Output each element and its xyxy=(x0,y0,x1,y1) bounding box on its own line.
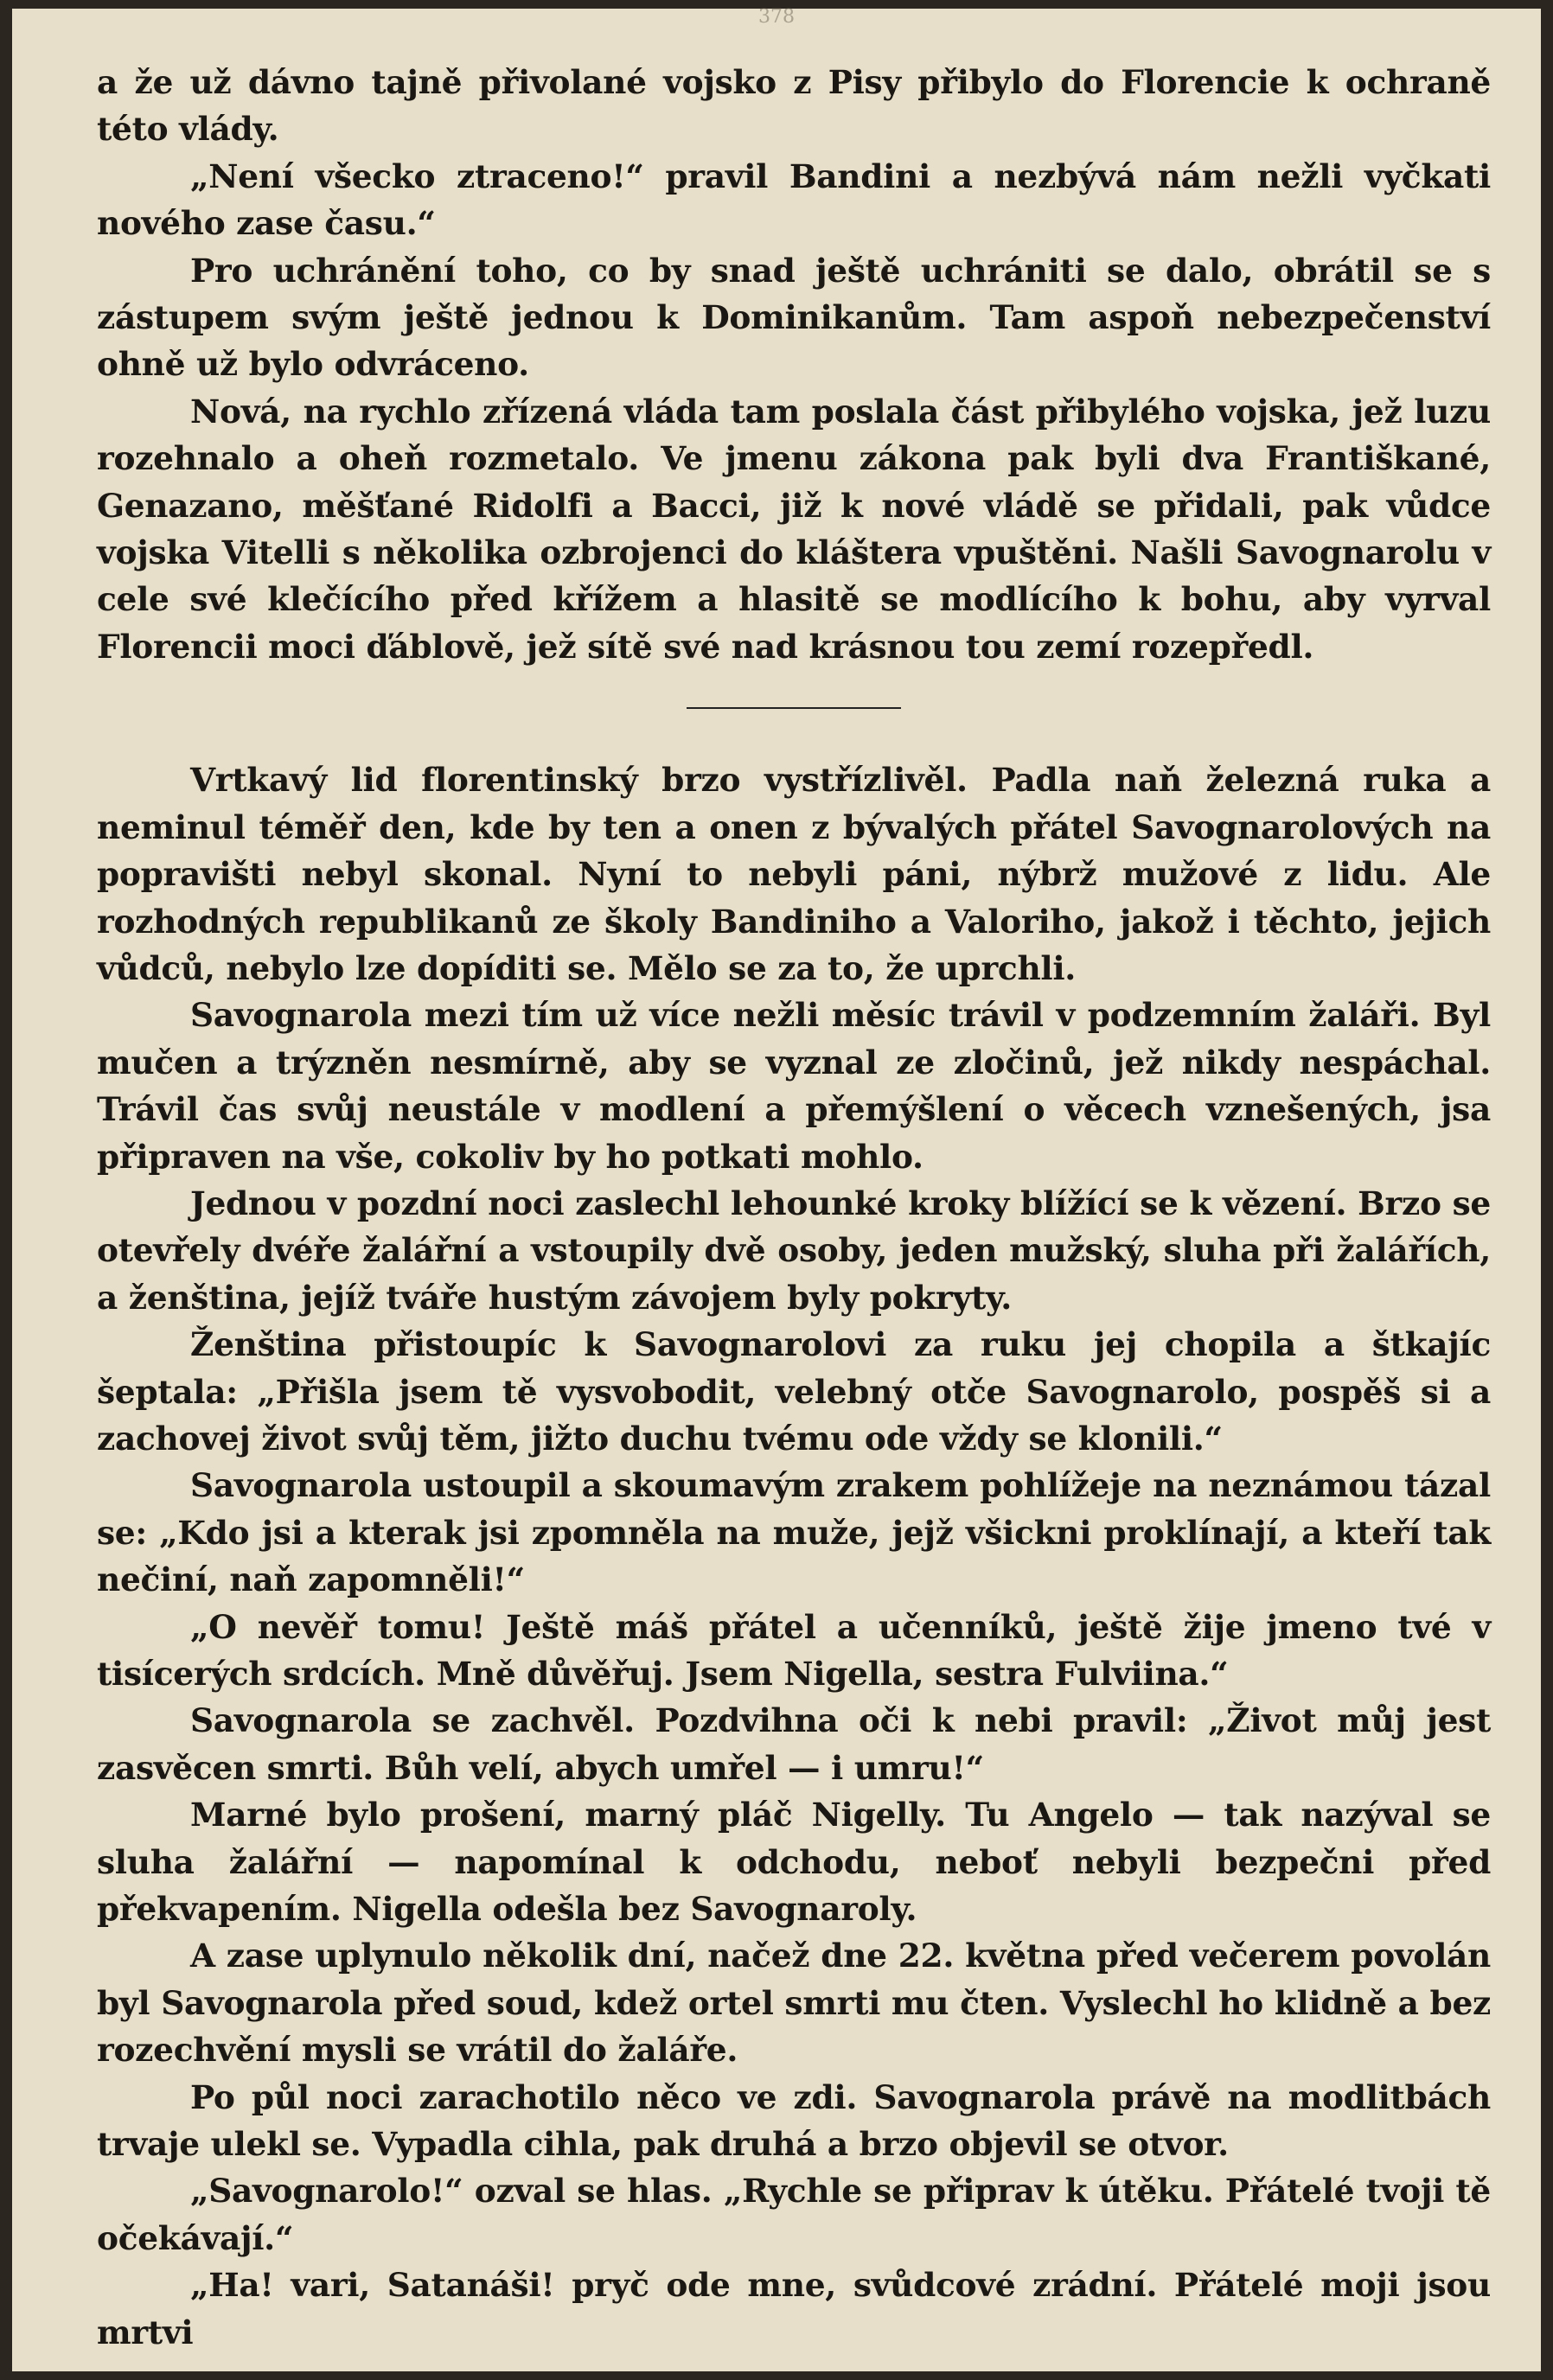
paragraph: a že už dávno tajně přivolané vojsko z Pisy přibylo do Florencie k ochraně této vlády. xyxy=(97,63,1491,149)
paragraph: Savognarola mezi tím už více nežli měsíc trávil v podzemním žaláři. Byl mučen a trýzněn nesmírně, aby se vyznal ze zločinů, jež nikdy nespáchal. Trávil čas svůj neustále v modlení a přemýšlení o věcech vznešených, jsa připraven na vše, cokoliv by ho potkati mohlo. xyxy=(97,996,1491,1176)
paragraph: Vrtkavý lid florentinský brzo vystřízlivěl. Padla naň železná ruka a neminul téměř den, kde by ten a onen z bývalých přátel Savognarolových na popravišti nebyl skonal. Nyní to nebyli páni, nýbrž mužové z lidu. Ale rozhodných republikanů ze školy Bandiniho a Valoriho, jakož i těchto, jejich vůdců, nebylo lze dopíditi se. Mělo se za to, že uprchli. xyxy=(97,761,1491,987)
book-page xyxy=(12,6,1541,2371)
paragraph: Ženština přistoupíc k Savognarolovi za ruku jej chopila a štkajíc šeptala: „Přišla jsem tě vysvobodit, velebný otče Savognarolo, pospěš si a zachovej život svůj těm, jižto duchu tvému ode vždy se klonili.“ xyxy=(97,1325,1491,1458)
section-separator xyxy=(687,707,901,709)
paragraph: Po půl noci zarachotilo něco ve zdi. Savognarola právě na modlitbách trvaje ulekl se. Vypadla cihla, pak druhá a brzo objevil se otvor. xyxy=(97,2077,1491,2164)
paragraph: Nová, na rychlo zřízená vláda tam poslala část přibylého vojska, jež luzu rozehnalo a oheň rozmetalo. Ve jmenu zákona pak byli dva Františkané, Genazano, měšťané Ridolfi a Bacci, již k nové vládě se přidali, pak vůdce vojska Vitelli s několika ozbrojenci do kláštera vpuštěni. Našli Savognarolu v cele své klečícího před křížem a hlasitě se modlícího k bohu, aby vyrval Florencii moci ďáblově, jež sítě své nad krásnou tou zemí rozepředl. xyxy=(97,392,1491,666)
paragraph: Savognarola ustoupil a skoumavým zrakem pohlížeje na neznámou tázal se: „Kdo jsi a kterak jsi zpomněla na muže, jejž všickni proklínají, a kteří tak nečiní, naň zapomněli!“ xyxy=(97,1466,1491,1599)
paragraph: „Není všecko ztraceno!“ pravil Bandini a nezbývá nám nežli vyčkati nového zase času.“ xyxy=(97,156,1491,243)
paragraph: Jednou v pozdní noci zaslechl lehounké kroky blížící se k vězení. Brzo se otevřely dvéře žalářní a vstoupily dvě osoby, jeden mužský, sluha při žalářích, a ženština, jejíž tváře hustým závojem byly pokryty. xyxy=(97,1184,1491,1317)
page-number: 378 xyxy=(758,6,795,28)
paragraph: „Ha! vari, Satanáši! pryč ode mne, svůdcové zrádní. Přátelé moji jsou mrtvi xyxy=(97,2266,1491,2351)
body-text xyxy=(97,59,1491,2356)
paragraph: Savognarola se zachvěl. Pozdvihna oči k nebi pravil: „Život můj jest zasvěcen smrti. Bůh velí, abych umřel — i umru!“ xyxy=(97,1701,1491,1787)
paragraph: „Savognarolo!“ ozval se hlas. „Rychle se připrav k útěku. Přátelé tvoji tě očekávají.“ xyxy=(97,2172,1491,2257)
paragraph: Pro uchránění toho, co by snad ještě uchrániti se dalo, obrátil se s zástupem svým ještě jednou k Dominikanům. Tam aspoň nebezpečenství ohně už bylo odvráceno. xyxy=(97,251,1491,384)
paragraph: Marné bylo prošení, marný pláč Nigelly. Tu Angelo — tak nazýval se sluha žalářní — napomínal k odchodu, neboť nebyli bezpečni před překvapením. Nigella odešla bez Savognaroly. xyxy=(97,1796,1491,1929)
paragraph: A zase uplynulo několik dní, načež dne 22. května před večerem povolán byl Savognarola před soud, kdež ortel smrti mu čten. Vyslechl ho klidně a bez rozechvění mysli se vrátil do žaláře. xyxy=(97,1937,1491,2070)
paragraph: „O nevěř tomu! Ještě máš přátel a učenníků, ještě žije jmeno tvé v tisícerých srdcích. Mně důvěřuj. Jsem Nigella, sestra Fulviina.“ xyxy=(97,1607,1491,1693)
